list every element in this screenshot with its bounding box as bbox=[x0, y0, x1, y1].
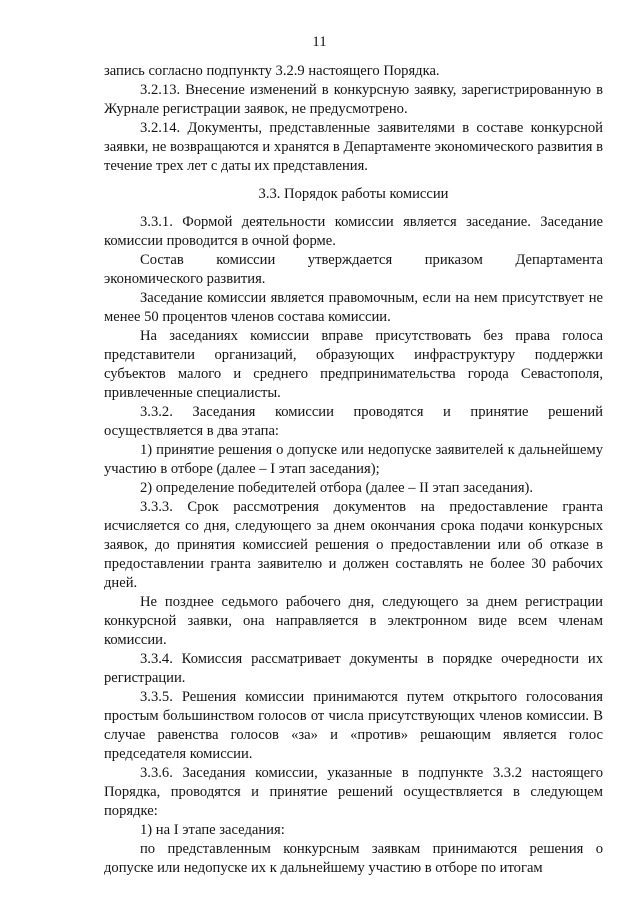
paragraph-composition-first-line bbox=[104, 251, 603, 270]
paragraph-3-3-6: 3.3.6. Заседания комиссии, указанные в подпункте 3.3.2 настоящего Порядка, проводятся и принятие решений осуществляется в следующем порядке: bbox=[104, 765, 603, 819]
list-item-stage-1: 1) принятие решения о допуске или недопуске заявителей к дальнейшему участию в отборе (далее – I этап заседания); bbox=[104, 442, 603, 477]
word: приказом bbox=[424, 252, 483, 268]
word: принятие bbox=[470, 404, 529, 420]
word: 3.3.2. bbox=[140, 404, 173, 420]
word: Департамента bbox=[515, 252, 603, 268]
list-item-stage-1-heading: 1) на I этапе заседания: bbox=[140, 822, 285, 838]
list-item-stage-2: 2) определение победителей отбора (далее – II этап заседания). bbox=[140, 480, 534, 496]
paragraph-3-3-2-continuation: осуществляется в два этапа: bbox=[104, 423, 279, 439]
paragraph-3-3-1: 3.3.1. Формой деятельности комиссии является заседание. Заседание комиссии проводится в очной форме. bbox=[104, 214, 603, 249]
paragraph-stage-1-decisions: по представленным конкурсным заявкам принимаются решения о допуске или недопуске их к дальнейшему участию в отборе по итогам bbox=[104, 841, 603, 876]
document-body bbox=[104, 62, 603, 878]
word: Состав bbox=[140, 252, 184, 268]
word: комиссии bbox=[274, 404, 334, 420]
paragraph-continuation: запись согласно подпункту 3.2.9 настоящего Порядка. bbox=[104, 63, 440, 79]
paragraph-3-3-5: 3.3.5. Решения комиссии принимаются путем открытого голосования простым большинством голосов от числа присутствующих членов комиссии. В случае равенства голосов «за» и «против» решающим является голос председателя комиссии. bbox=[104, 689, 603, 762]
paragraph-composition bbox=[104, 251, 603, 289]
paragraph-3-3-3: 3.3.3. Срок рассмотрения документов на предоставление гранта исчисляется со дня, следующего за днем окончания срока подачи конкурсных заявок, до принятия комиссией решения о предоставлении или об отказе в предоставлении гранта заявителю и должен составлять не более 30 рабочих дней. bbox=[104, 499, 603, 591]
section-heading-3-3: 3.3. Порядок работы комиссии bbox=[258, 186, 449, 202]
paragraph-3-3-2 bbox=[104, 403, 603, 441]
word: утверждается bbox=[307, 252, 393, 268]
word: проводятся bbox=[353, 404, 424, 420]
paragraph-3-2-14: 3.2.14. Документы, представленные заявителями в составе конкурсной заявки, не возвращаются и хранятся в Департаменте экономического развития в течение трех лет с даты их представления. bbox=[104, 120, 603, 174]
paragraph-3-2-13: 3.2.13. Внесение изменений в конкурсную заявку, зарегистрированную в Журнале регистрации заявок, не предусмотрено. bbox=[104, 82, 603, 117]
paragraph-composition-continuation: экономического развития. bbox=[104, 271, 266, 287]
paragraph-quorum: Заседание комиссии является правомочным, если на нем присутствует не менее 50 процентов членов состава комиссии. bbox=[104, 290, 603, 325]
word: Заседания bbox=[192, 404, 256, 420]
paragraph-distribution: Не позднее седьмого рабочего дня, следующего за днем регистрации конкурсной заявки, она направляется в электронном виде всем членам комиссии. bbox=[104, 594, 603, 648]
paragraph-observers: На заседаниях комиссии вправе присутствовать без права голоса представители организаций, образующих инфраструктуру поддержки субъектов малого и среднего предпринимательства города Севастополя, привлеченные специалисты. bbox=[104, 328, 603, 401]
page-number: 11 bbox=[312, 34, 327, 50]
word: и bbox=[443, 404, 451, 420]
word: решений bbox=[548, 404, 603, 420]
paragraph-3-3-4: 3.3.4. Комиссия рассматривает документы в порядке очередности их регистрации. bbox=[104, 651, 603, 686]
paragraph-3-3-2-first-line bbox=[104, 403, 603, 422]
word: комиссии bbox=[216, 252, 276, 268]
